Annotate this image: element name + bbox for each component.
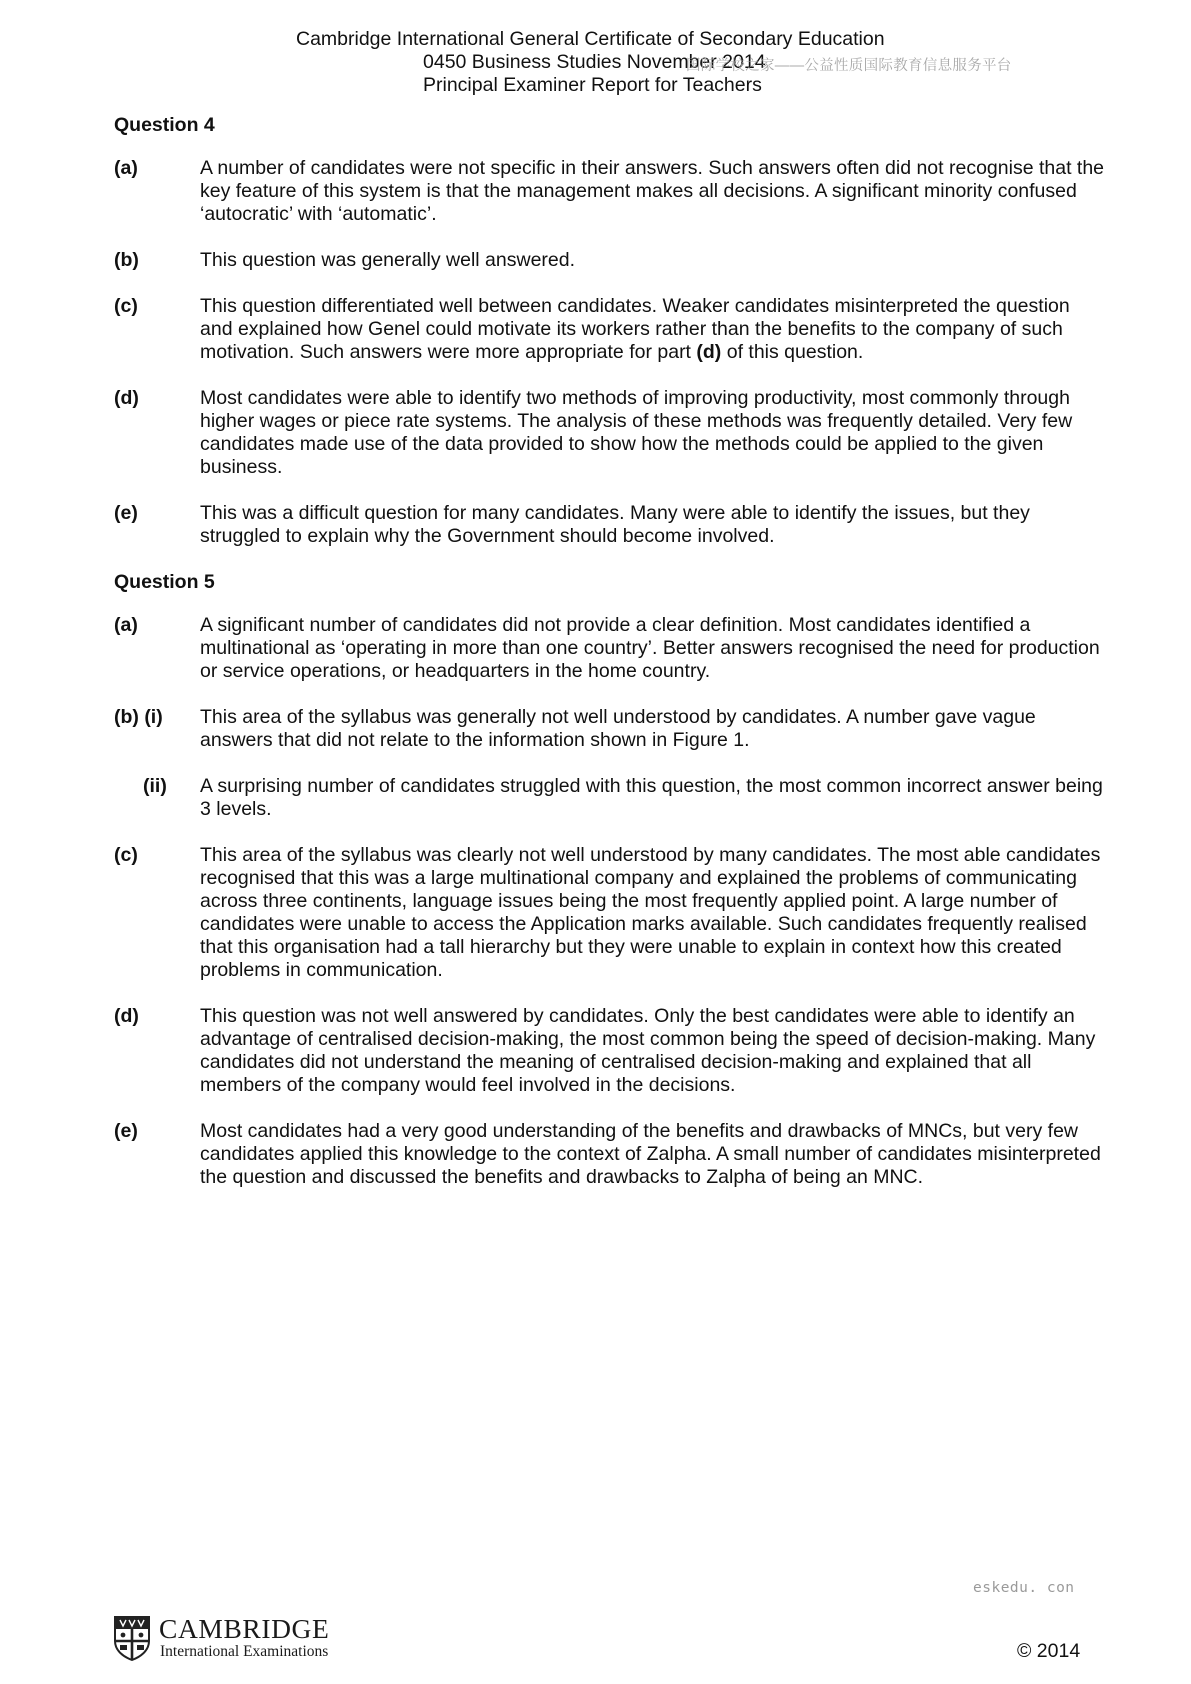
cambridge-logo [113,1613,353,1665]
header-qualification: Cambridge International General Certificate of Secondary Education [296,28,885,50]
part-reference: (d) [696,341,722,363]
header-watermark: 国际学校之家——公益性质国际教育信息服务平台 [686,58,1012,74]
q4-part-a [114,157,1104,226]
part-text: A number of candidates were not specific in their answers. Such answers often did not recognise that the key feature of this system is that the management makes all decisions. A significant minority confused ‘autocratic’ with ‘automatic’. [200,157,1105,225]
part-label: (e) [114,1120,138,1142]
part-label: (d) [114,387,139,409]
q5-part-a [114,614,1104,683]
q4-part-c [114,295,1104,364]
q4-part-d [114,387,1104,479]
report-body [114,114,1104,1212]
part-label: (c) [114,295,138,317]
header-report-type: Principal Examiner Report for Teachers [423,74,762,96]
q5-part-d [114,1005,1104,1097]
q4-part-e [114,502,1104,548]
question-5-title: Question 5 [114,571,215,593]
part-label: (c) [114,844,138,866]
copyright-notice: © 2014 [1017,1640,1081,1662]
part-text-end: of this question. [721,341,864,363]
site-watermark: eskedu. con [973,1580,1075,1596]
part-text-start: This question differentiated well between candidates. Weaker candidates misinterpreted the question and explained how Genel could motivate its workers rather than the benefits to the company of such motivation. Such answers were more appropriate for part [200,295,1070,363]
logo-wordmark: CAMBRIDGE [159,1613,330,1644]
part-text: Most candidates were able to identify two methods of improving productivity, most commonly through higher wages or piece rate systems. The analysis of these methods was frequently detailed. Very few candidates made use of the data provided to show how the methods could be applied to the given business. [200,387,1073,478]
part-label: (e) [114,502,138,524]
part-text: This question was not well answered by candidates. Only the best candidates were able to identify an advantage of centralised decision-making, the most common being the speed of decision-making. Many candidates did not understand the meaning of centralised decision-making and explained that all members of the company would feel involved in the decisions. [200,1005,1096,1096]
q5-part-c [114,844,1104,982]
logo-subtitle: International Examinations [160,1643,329,1660]
part-text: This question was generally well answered. [200,249,576,271]
part-text: A surprising number of candidates struggled with this question, the most common incorrect answer being 3 levels. [200,775,1103,820]
part-label: (b) (i) [114,706,163,728]
part-text: This area of the syllabus was clearly not well understood by many candidates. The most able candidates recognised that this was a large multinational company and explained the problems of communicating across three continents, language issues being the most frequently applied point. A large number of candidates were unable to access the Application marks available. Such candidates frequently realised that this organisation had a tall hierarchy but they were unable to explain in context how this created problems in communication. [200,844,1101,981]
part-label: (d) [114,1005,139,1027]
q5-part-e [114,1120,1104,1189]
q5-part-b-ii [114,775,1104,821]
part-label: (a) [114,614,138,636]
q4-part-b [114,249,1104,272]
part-label: (a) [114,157,138,179]
part-label: (ii) [143,775,167,797]
header-subject: 0450 Business Studies November 2014 [423,51,766,73]
question-4-title: Question 4 [114,114,215,136]
part-text: This was a difficult question for many candidates. Many were able to identify the issues, but they struggled to explain why the Government should become involved. [200,502,1030,547]
q5-part-b-i [114,706,1104,752]
crest-icon [113,1615,151,1661]
part-text: A significant number of candidates did not provide a clear definition. Most candidates identified a multinational as ‘operating in more than one country’. Better answers recognised the need for production or service operations, or headquarters in the home country. [200,614,1100,682]
part-text: Most candidates had a very good understanding of the benefits and drawbacks of MNCs, but very few candidates applied this knowledge to the context of Zalpha. A small number of candidates misinterpreted the question and discussed the benefits and drawbacks to Zalpha of being an MNC. [200,1120,1101,1188]
part-label: (b) [114,249,139,271]
part-text: This area of the syllabus was generally not well understood by candidates. A number gave vague answers that did not relate to the information shown in Figure 1. [200,706,1036,751]
part-text [200,295,1104,364]
